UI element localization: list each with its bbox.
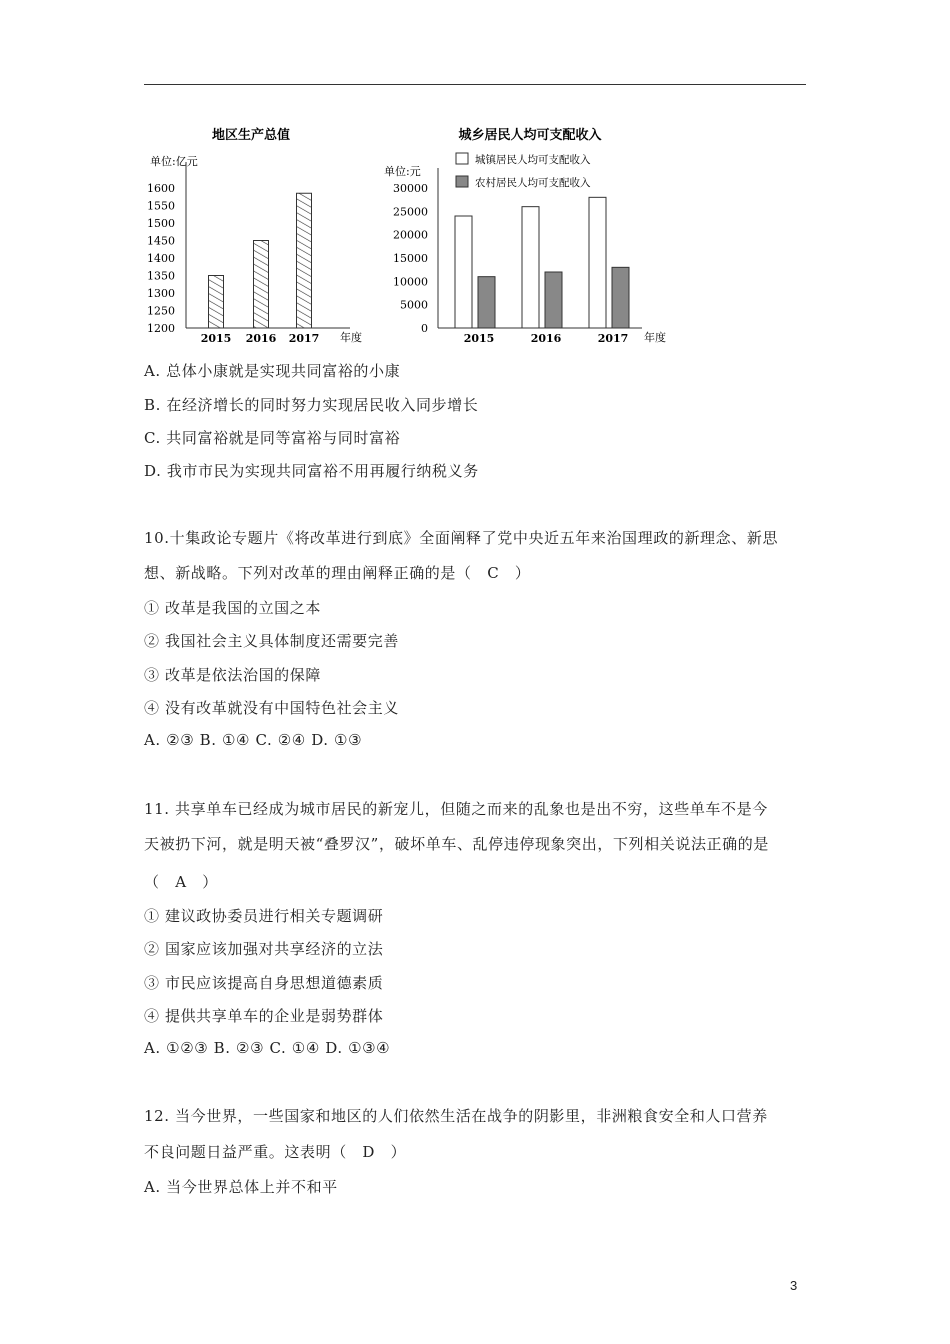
income-y-tick-label-3: 15000 xyxy=(393,252,428,265)
q10-item-2: ② 我国社会主义具体制度还需要完善 xyxy=(144,632,399,650)
q10-stem-line2: 想、新战略。下列对改革的理由阐释正确的是（ C ） xyxy=(144,564,531,582)
income-y-tick-label-5: 25000 xyxy=(393,205,428,219)
legend-urban-swatch xyxy=(456,153,468,164)
q10-item-1: ① 改革是我国的立国之本 xyxy=(144,599,321,617)
gdp-chart-title: 地区生产总值 xyxy=(211,128,291,143)
gdp-y-tick-label-4: 1400 xyxy=(147,252,175,265)
income-x-tick-label-0: 2015 xyxy=(463,332,495,345)
q10-options: A. ②③ B. ①④ C. ②④ D. ①③ xyxy=(144,731,363,749)
income-y-tick-label-4: 20000 xyxy=(393,228,428,242)
income-y-tick-label-0: 0 xyxy=(421,322,428,335)
income-x-tick-label-2: 2017 xyxy=(597,332,629,345)
q9-option-b: B. 在经济增长的同时努力实现居民收入同步增长 xyxy=(144,396,479,414)
gdp-bar-2017 xyxy=(297,193,312,328)
page-number: 3 xyxy=(790,1278,798,1293)
gdp-chart-svg xyxy=(144,118,370,350)
q11-item-2: ② 国家应该加强对共享经济的立法 xyxy=(144,940,384,958)
urban-bar-2017 xyxy=(589,197,606,328)
rural-bar-2017 xyxy=(612,267,629,328)
q11-item-3: ③ 市民应该提高自身思想道德素质 xyxy=(144,974,384,992)
q10-stem-line1: 10.十集政论专题片《将改革进行到底》全面阐释了党中央近五年来治国理政的新理念、新思 xyxy=(144,529,779,547)
legend-rural-label: 农村居民人均可支配收入 xyxy=(475,177,591,189)
q11-answer: （ A ） xyxy=(144,873,218,891)
q12-stem-line2: 不良问题日益严重。这表明（ D ） xyxy=(144,1143,407,1161)
income-y-unit: 单位:元 xyxy=(384,165,421,178)
gdp-chart xyxy=(144,118,370,350)
q12-option-a: A. 当今世界总体上并不和平 xyxy=(144,1178,338,1196)
gdp-y-tick-label-0: 1200 xyxy=(147,322,175,335)
gdp-x-label: 年度 xyxy=(340,331,362,344)
gdp-y-tick-label-1: 1250 xyxy=(147,304,175,318)
urban-bar-2016 xyxy=(522,207,539,328)
income-chart-svg xyxy=(380,118,680,350)
q10-item-3: ③ 改革是依法治国的保障 xyxy=(144,666,321,684)
q11-item-1: ① 建议政协委员进行相关专题调研 xyxy=(144,907,384,925)
legend-urban-label: 城镇居民人均可支配收入 xyxy=(475,154,591,166)
header-rule xyxy=(144,84,806,85)
gdp-x-tick-label-2: 2017 xyxy=(288,332,320,345)
income-y-tick-label-6: 30000 xyxy=(393,182,428,195)
gdp-y-unit: 单位:亿元 xyxy=(150,155,198,168)
gdp-y-tick-label-3: 1350 xyxy=(147,269,175,283)
gdp-y-tick-label-2: 1300 xyxy=(147,287,175,300)
gdp-y-tick-label-5: 1450 xyxy=(147,234,175,248)
q9-option-c: C. 共同富裕就是同等富裕与同时富裕 xyxy=(144,429,401,447)
gdp-x-tick-label-0: 2015 xyxy=(200,332,232,345)
q9-option-d: D. 我市市民为实现共同富裕不用再履行纳税义务 xyxy=(144,462,479,480)
legend-rural-swatch xyxy=(456,176,468,187)
q11-stem-line2: 天被扔下河，就是明天被“叠罗汉”，破坏单车、乱停违停现象突出，下列相关说法正确的是 xyxy=(144,835,769,853)
rural-bar-2015 xyxy=(478,277,495,328)
income-y-tick-label-2: 10000 xyxy=(393,275,428,289)
gdp-x-tick-label-1: 2016 xyxy=(245,332,277,345)
gdp-y-tick-label-7: 1550 xyxy=(147,199,175,213)
rural-bar-2016 xyxy=(545,272,562,328)
gdp-y-tick-label-6: 1500 xyxy=(147,217,175,230)
gdp-y-tick-label-8: 1600 xyxy=(147,182,175,195)
income-y-tick-label-1: 5000 xyxy=(400,298,428,312)
q12-stem-line1: 12. 当今世界，一些国家和地区的人们依然生活在战争的阴影里，非洲粮食安全和人口营养 xyxy=(144,1107,768,1125)
income-x-tick-label-1: 2016 xyxy=(530,332,562,345)
gdp-bar-2015 xyxy=(209,276,224,329)
income-chart-title: 城乡居民人均可支配收入 xyxy=(458,128,602,143)
q11-options: A. ①②③ B. ②③ C. ①④ D. ①③④ xyxy=(144,1039,391,1057)
gdp-bar-2016 xyxy=(254,241,269,329)
income-chart xyxy=(380,118,680,350)
q9-option-a: A. 总体小康就是实现共同富裕的小康 xyxy=(144,362,401,380)
q11-stem-line1: 11. 共享单车已经成为城市居民的新宠儿，但随之而来的乱象也是出不穷，这些单车不是今 xyxy=(144,800,768,818)
q10-item-4: ④ 没有改革就没有中国特色社会主义 xyxy=(144,699,399,717)
urban-bar-2015 xyxy=(455,216,472,328)
q11-item-4: ④ 提供共享单车的企业是弱势群体 xyxy=(144,1007,384,1025)
income-x-label: 年度 xyxy=(644,331,666,344)
